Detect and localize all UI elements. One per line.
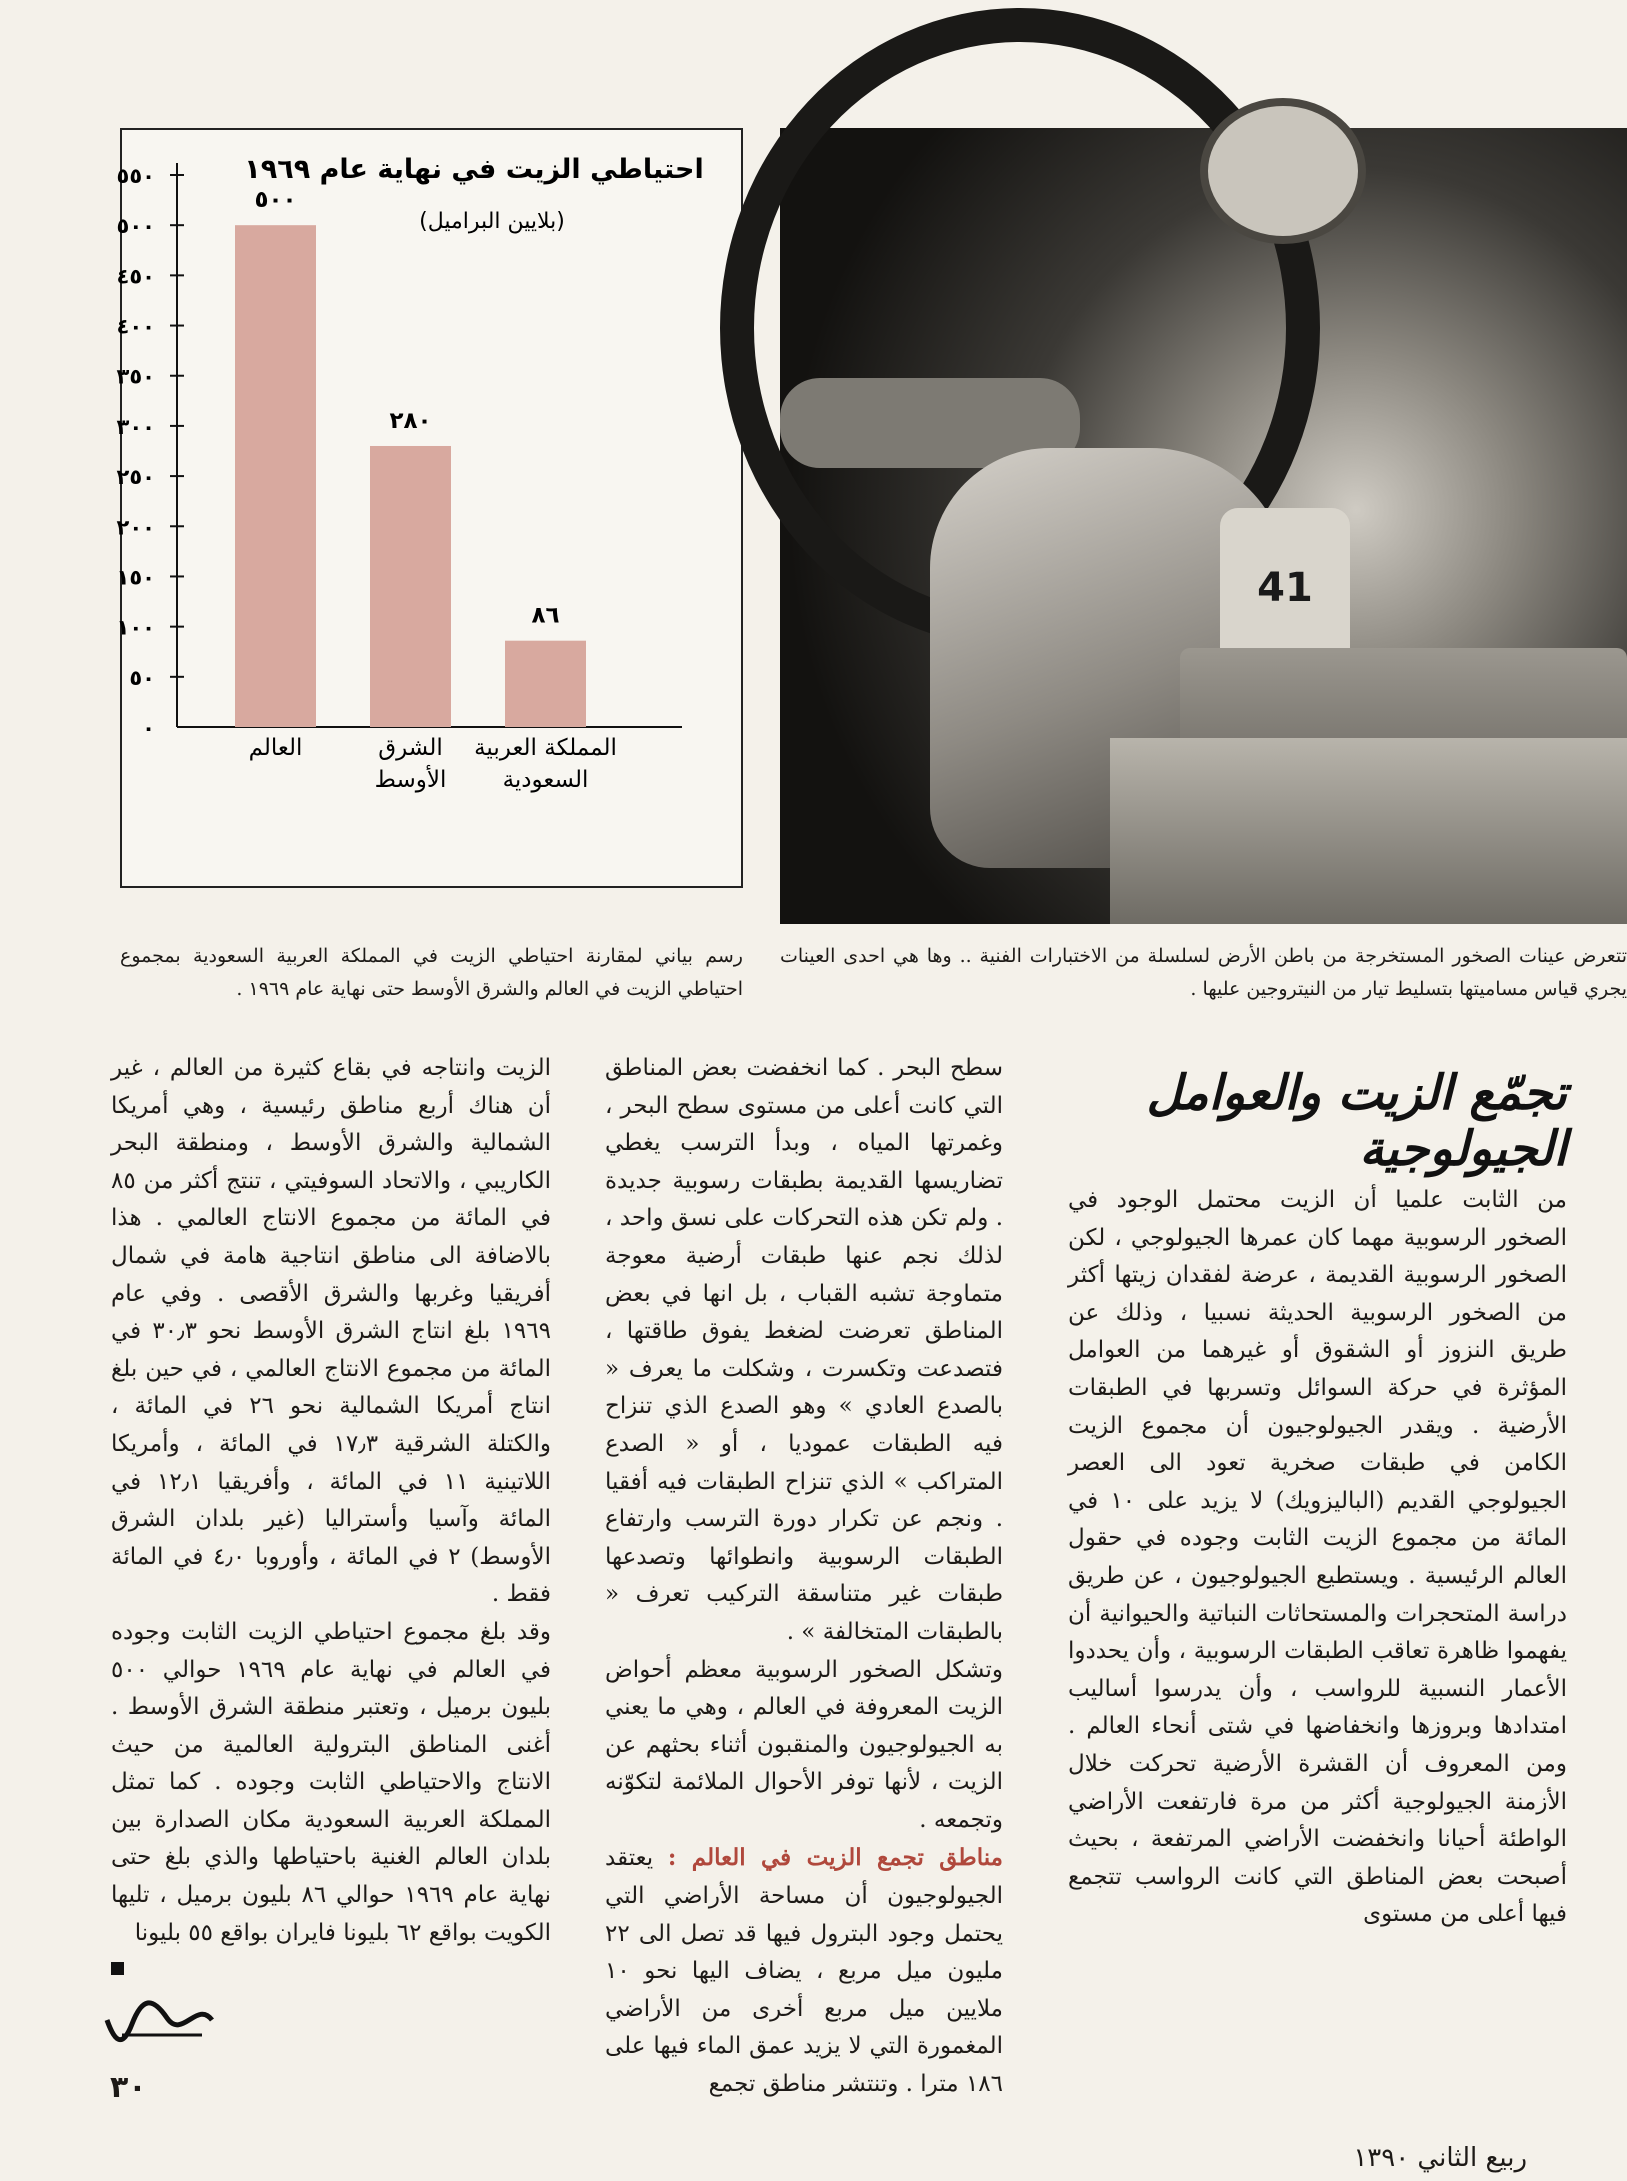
bar-chart <box>116 128 743 888</box>
x-category-label: المملكة العربية <box>474 735 617 761</box>
page-number: ٣٠ <box>110 2070 147 2105</box>
y-tick-label: ٢٥٠ <box>116 465 155 490</box>
chart-subtitle: (بلايين البراميل) <box>419 209 565 234</box>
chart-svg <box>116 130 745 890</box>
bar-value-label: ٨٦ <box>531 602 560 629</box>
bar <box>370 446 451 727</box>
x-category-label: السعودية <box>502 767 589 793</box>
y-tick-label: ٤٠٠ <box>116 314 155 339</box>
bar-value-label: ٢٨٠ <box>389 407 432 434</box>
gauge-dial <box>1200 98 1366 244</box>
y-tick-label: ٠ <box>142 716 155 740</box>
column-2-paragraph: وتشكل الصخور الرسوبية معظم أحواض الزيت المعروفة في العالم ، وهي ما يعني به الجيولوجيون والمنقبون أثناء بحثهم عن الزيت ، لأنها توفر الأحوال الملائمة لتكوّنه وتجمعه . <box>605 1656 1003 1833</box>
issue-date: ربيع الثاني ١٣٩٠ <box>1353 2143 1527 2173</box>
y-tick-label: ٢٠٠ <box>116 515 155 540</box>
x-category-label: الأوسط <box>374 767 447 793</box>
column-3-paragraph: الزيت وانتاجه في بقاع كثيرة من العالم ، غير أن هناك أربع مناطق رئيسية ، وهي أمريكا الشمالية والشرق الأوسط ، ومنطقة البحر الكاريبي ، والاتحاد السوفيتي ، تنتج أكثر من ٨٥ في المائة من مجموع الانتاج العالمي . هذا بالاضافة الى مناطق انتاجية هامة في شمال أفريقيا وغربها والشرق الأقصى . وفي عام ١٩٦٩ بلغ انتاج الشرق الأوسط نحو ٣٠٫٣ في المائة من مجموع الانتاج العالمي ، في حين بلغ انتاج أمريكا الشمالية نحو ٢٦ في المائة ، والكتلة الشرقية ١٧٫٣ في المائة ، وأمريكا اللاتينية ١١ في المائة ، وأفريقيا ١٢٫١ في المائة وآسيا وأستراليا (غير بلدان الشرق الأوسط) ٢ في المائة ، وأوروبا ٤٫٠ في المائة فقط . <box>111 1055 551 1608</box>
column-1-paragraph: من الثابت علميا أن الزيت محتمل الوجود في الصخور الرسوبية مهما كان عمرها الجيولوجي ، لكن الصخور الرسوبية القديمة ، عرضة لفقدان زيتها أكثر من الصخور الرسوبية الحديثة نسبيا ، وذلك عن طريق النزوز أو الشقوق أو غيرهما من العوامل المؤثرة في حركة السوائل وتسربها في الطبقات الأرضية . ويقدر الجيولوجيون أن مجموع الزيت الكامن في طبقات صخرية تعود الى العصر الجيولوجي القديم (الباليزويك) لا يزيد على ١٠ في المائة من مجموع الزيت الثابت وجوده في حقول العالم الرئيسية . ويستطيع الجيولوجيون ، عن طريق دراسة المتحجرات والمستحاثات النباتية والحيوانية أن يفهموا ظاهرة تعاقب الطبقات الرسوبية ، وأن يحددوا الأعمار النسبية للرواسب ، وأن يدرسوا أساليب امتدادها وبروزها وانخفاضها في شتى أنحاء العالم . ومن المعروف أن القشرة الأرضية تحركت خلال الأزمنة الجيولوجية أكثر من مرة فارتفعت الأراضي الواطئة أحيانا وانخفضت الأراضي المرتفعة ، بحيث أصبحت بعض المناطق التي كانت الرواسب تتجمع فيها أعلى من مستوى <box>1068 1187 1567 1928</box>
chart-caption: رسم بياني لمقارنة احتياطي الزيت في المملكة العربية السعودية بمجموع احتياطي الزيت في العالم والشرق الأوسط حتى نهاية عام ١٩٦٩ . <box>120 945 743 1000</box>
sample-number-label: 41 <box>1257 565 1313 611</box>
author-signature <box>102 1990 222 2050</box>
bar <box>505 641 586 727</box>
y-tick-label: ٣٠٠ <box>116 414 155 439</box>
chart-title: احتياطي الزيت في نهاية عام ١٩٦٩ <box>244 154 704 185</box>
column-2-paragraph: سطح البحر . كما انخفضت بعض المناطق التي كانت أعلى من مستوى سطح البحر ، وغمرتها المياه ، وبدأ الترسب يغطي تضاريسها القديمة بطبقات رسوبية جديدة . ولم تكن هذه التحركات على نسق واحد ، لذلك نجم عنها طبقات أرضية معوجة متماوجة تشبه القباب ، بل انها في بعض المناطق تعرضت لضغط يفوق طاقتها ، فتصدعت وتكسرت ، وشكلت ما يعرف « بالصدع العادي » وهو الصدع الذي تنزاح فيه الطبقات عموديا ، أو « الصدع المتراكب » الذي تنزاح الطبقات فيه أفقيا . ونجم عن تكرار دورة الترسب وارتفاع الطبقات الرسوبية وانطوائها وتصدعها طبقات غير متناسقة التركيب تعرف « بالطبقات المتخالفة » . <box>605 1055 1003 1645</box>
article-column-2 <box>605 1050 1003 2104</box>
signature-scribble <box>102 1990 222 2050</box>
end-of-article-mark <box>111 1962 124 1975</box>
y-tick-label: ٤٥٠ <box>116 264 155 289</box>
y-tick-label: ٥٥٠ <box>116 164 155 188</box>
photo-rock-sample-test <box>780 128 1627 924</box>
column-2-paragraph-subhead <box>605 1839 1003 2103</box>
photo-caption: تتعرض عينات الصخور المستخرجة من باطن الأرض لسلسلة من الاختبارات الفنية .. وها هي احدى العينات يجري قياس مساميتها بتسليط تيار من النيتروجين عليها . <box>780 945 1627 1000</box>
x-category-label: العالم <box>248 735 303 761</box>
subhead-body-text: يعتقد الجيولوجيون أن مساحة الأراضي التي يحتمل وجود البترول فيها قد تصل الى ٢٢ مليون ميل مربع ، يضاف اليها نحو ١٠ ملايين ميل مربع أخرى من الأراضي المغمورة التي لا يزيد عمق الماء فيها على ١٨٦ مترا . وتنتشر مناطق تجمع <box>605 1845 1003 2098</box>
y-tick-label: ١٠٠ <box>116 615 155 640</box>
bar <box>235 225 316 727</box>
y-tick-label: ١٥٠ <box>116 565 155 590</box>
metal-block <box>1110 738 1627 924</box>
section-subhead: مناطق تجمع الزيت في العالم : <box>667 1844 1004 1872</box>
article-headline: تجمّع الزيت والعوامل الجيولوجية <box>1146 1065 1567 1177</box>
x-category-label: الشرق <box>378 735 443 761</box>
y-tick-label: ٥٠٠ <box>116 214 155 239</box>
bar-value-label: ٥٠٠ <box>254 187 297 214</box>
rock-sample-core <box>1220 508 1350 668</box>
column-3-paragraph: وقد بلغ مجموع احتياطي الزيت الثابت وجوده في العالم في نهاية عام ١٩٦٩ حوالي ٥٠٠ بليون برميل ، وتعتبر منطقة الشرق الأوسط . أغنى المناطق البترولية العالمية من حيث الانتاج والاحتياطي الثابت وجوده . كما تمثل المملكة العربية السعودية مكان الصدارة بين بلدان العالم الغنية باحتياطها والذي بلغ حتى نهاية عام ١٩٦٩ حوالي ٨٦ بليون برميل ، تليها الكويت بواقع ٦٢ بليونا فايران بواقع ٥٥ بليونا <box>111 1618 552 1946</box>
y-tick-label: ٥٠ <box>129 665 155 690</box>
article-column-3 <box>111 1050 551 1952</box>
y-tick-label: ٣٥٠ <box>116 364 155 389</box>
article-column-1 <box>1068 1182 1567 1934</box>
